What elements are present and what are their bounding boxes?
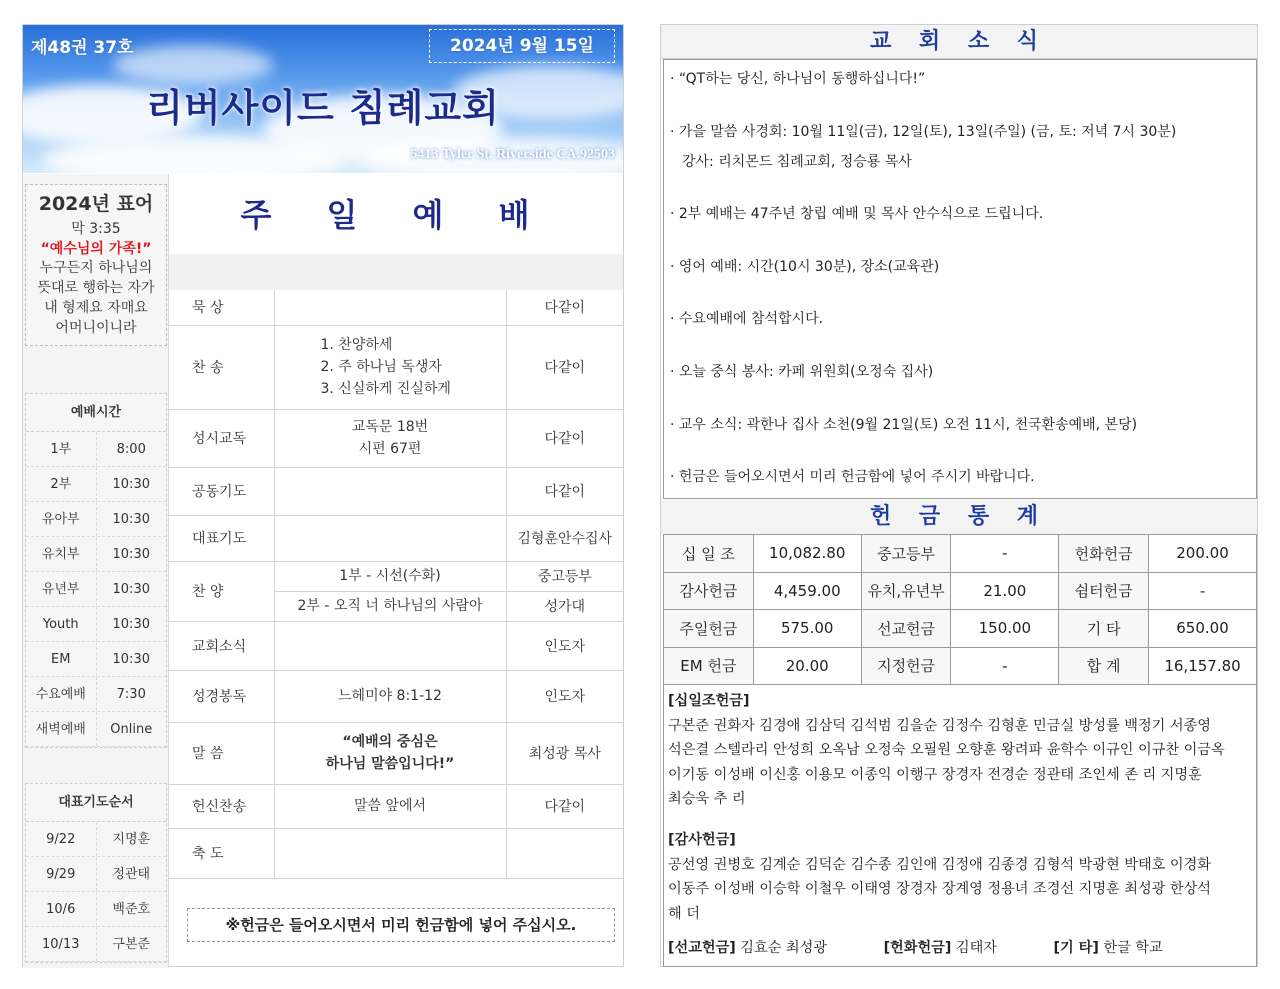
service-time: 10:30 [112, 582, 150, 597]
worship-time-row [26, 432, 166, 467]
news-text: · 가을 말씀 사경회: 10월 11일(금), 12일(토), 13일(주일) (금, 토: 저녁 7시 30분) [670, 123, 1177, 140]
worship-times-header: 예배시간 [26, 394, 166, 432]
service-name: 2부 [26, 467, 97, 501]
order-row [169, 467, 623, 515]
prayer-order-row [26, 927, 166, 962]
prayer-leader: 정관태 [112, 867, 151, 882]
order-leader: 다같이 [506, 409, 623, 467]
prayer-date: 9/22 [26, 822, 97, 856]
bulletin-date: 2024년 9월 15일 [429, 29, 615, 63]
worship-time-row [26, 572, 166, 607]
order-leader: 다같이 [506, 325, 623, 409]
offering-label: 주일헌금 [664, 610, 754, 648]
order-item: 말 씀 [169, 722, 274, 784]
news-item: · 영어 예배: 시간(10시 30분), 장소(교육관) [670, 258, 940, 275]
offering-row [664, 572, 1257, 610]
offering-amount: - [1149, 572, 1257, 610]
offering-amount: - [951, 535, 1059, 573]
offering-title: 헌 금 통 계 [661, 500, 1257, 534]
service-name: 유아부 [26, 502, 97, 536]
offering-label: 유치,유년부 [861, 572, 951, 610]
service-name: 유치부 [26, 537, 97, 571]
offering-amount: 200.00 [1149, 535, 1257, 573]
offering-amount: 10,082.80 [753, 535, 861, 573]
order-leader: 중고등부 [506, 561, 623, 591]
order-leader: 다같이 [506, 290, 623, 325]
service-time: 10:30 [112, 477, 150, 492]
order-row [169, 290, 623, 325]
order-row [169, 722, 623, 784]
donor-line: 석은결 스텔라리 안성희 오옥남 오정숙 오필원 오향훈 왕려파 윤학수 이규인 이규찬 이금옥 [668, 742, 1225, 759]
church-address: 5413 Tyler St. Riverside CA.92503 [410, 147, 615, 162]
order-leader: 김형훈안수집사 [506, 515, 623, 561]
order-row [169, 784, 623, 828]
order-content [274, 290, 506, 325]
service-title: 주 일 예 배 [240, 196, 552, 234]
prayer-date: 10/13 [26, 927, 97, 961]
offering-label: 기 타 [1059, 610, 1149, 648]
news-item: · “QT하는 당신, 하나님이 동행하십니다!” [670, 71, 926, 87]
order-leader: 성가대 [506, 591, 623, 621]
bulletin-front-page [22, 24, 624, 967]
news-item [670, 121, 1256, 173]
order-content: 2부 - 오직 너 하나님의 사람아 [274, 591, 506, 621]
tithe-header: [십일조헌금] [668, 693, 750, 709]
service-name: EM [26, 642, 97, 676]
order-content [274, 515, 506, 561]
offering-label: 지정헌금 [861, 647, 951, 685]
offering-notice: ※헌금은 들어오시면서 미리 헌금함에 넣어 주십시오. [187, 908, 615, 942]
offering-row [664, 535, 1257, 573]
worship-time-row [26, 712, 166, 747]
order-item: 성경봉독 [169, 670, 274, 722]
news-title: 교 회 소 식 [661, 25, 1257, 59]
offering-label: 감사헌금 [664, 572, 754, 610]
worship-time-row [26, 537, 166, 572]
news-item: · 교우 소식: 곽한나 집사 소천(9월 21일(토) 오전 11시, 천국환송예배, 본당) [670, 416, 1138, 433]
order-content [274, 722, 506, 784]
prayer-date: 9/29 [26, 857, 97, 891]
order-item: 축 도 [169, 828, 274, 878]
offering-label: 십 일 조 [664, 535, 754, 573]
offering-label: EM 헌금 [664, 647, 754, 685]
order-item: 교회소식 [169, 621, 274, 670]
service-name: 1부 [26, 432, 97, 466]
service-time: 10:30 [112, 512, 150, 527]
hymn-line: 2. 주 하나님 독생자 [320, 359, 442, 375]
donor-line: 이기동 이성배 이신홍 이용모 이종익 이행구 장경자 전경순 정관태 조인세 존 리 지명훈 [668, 766, 1202, 783]
bulletin-back-page [660, 24, 1258, 967]
church-name: 리버사이드 침례교회 [146, 86, 500, 130]
order-content: 느헤미야 8:1-12 [274, 670, 506, 722]
news-item: · 2부 예배는 47주년 창립 예배 및 목사 안수식으로 드립니다. [670, 206, 1044, 223]
service-name: Youth [26, 607, 97, 641]
worship-time-row [26, 467, 166, 502]
order-row [169, 515, 623, 561]
offering-amount: 650.00 [1149, 610, 1257, 648]
mission-header: [선교헌금] [668, 940, 736, 957]
order-item: 묵 상 [169, 290, 274, 325]
order-content [274, 467, 506, 515]
order-row [169, 670, 623, 722]
prayer-leader: 지명훈 [112, 832, 151, 847]
order-of-worship [169, 174, 623, 968]
order-content [274, 621, 506, 670]
service-time: 8:00 [116, 442, 146, 457]
prayer-leader: 백준호 [112, 902, 151, 917]
order-row [169, 561, 623, 591]
order-row [169, 325, 623, 409]
service-time: 7:30 [116, 687, 146, 702]
order-item: 성시교독 [169, 409, 274, 467]
offering-label: 헌화헌금 [1059, 535, 1149, 573]
order-leader [506, 828, 623, 878]
order-leader: 최성광 목사 [506, 722, 623, 784]
donor-line: 구본준 권화자 김경애 김삼덕 김석범 김을순 김정수 김형훈 민금실 방성률 백정기 서종영 [668, 717, 1211, 734]
donor-list [663, 684, 1257, 967]
motto-line: 누구든지 하나님의 [39, 260, 153, 276]
hymn-line: 1. 찬양하세 [320, 337, 393, 353]
left-sidebar [23, 174, 169, 968]
mission-offering [668, 940, 827, 956]
worship-time-row [26, 677, 166, 712]
worship-time-row [26, 502, 166, 537]
sky-banner [23, 25, 623, 173]
donor-line: 최승욱 추 리 [668, 791, 746, 808]
flower-offering [884, 940, 997, 956]
order-item: 공동기도 [169, 467, 274, 515]
order-item: 찬 송 [169, 325, 274, 409]
motto-line: 뜻대로 행하는 자가 [37, 280, 155, 296]
news-item: · 오늘 중식 봉사: 카페 위원회(오정숙 집사) [670, 363, 934, 380]
news-subtext: 강사: 리치몬드 침례교회, 정승룡 목사 [682, 153, 912, 170]
order-row [169, 828, 623, 878]
order-item: 찬 양 [169, 561, 274, 621]
prayer-order-table [25, 783, 167, 963]
service-time: Online [110, 722, 153, 737]
order-content [274, 828, 506, 878]
prayer-order-row [26, 857, 166, 892]
offering-label: 쉼터헌금 [1059, 572, 1149, 610]
order-content: 1부 - 시선(수화) [274, 561, 506, 591]
order-row [169, 621, 623, 670]
other-offerings [668, 936, 1252, 961]
offering-label: 중고등부 [861, 535, 951, 573]
volume-number: 제48권 37호 [31, 38, 134, 58]
prayer-order-row [26, 822, 166, 857]
worship-time-row [26, 642, 166, 677]
prayer-order-header: 대표기도순서 [26, 784, 166, 822]
prayer-order-row [26, 892, 166, 927]
motto-reference: 막 3:35 [71, 221, 121, 237]
order-row [169, 409, 623, 467]
prayer-leader: 구본준 [112, 937, 151, 952]
donor-line: 공선영 권병호 김계순 김덕순 김수종 김인애 김정애 김종경 김형석 박광현 박태호 이경화 [668, 856, 1211, 873]
flower-header: [헌화헌금] [883, 940, 952, 957]
order-leader: 다같이 [506, 467, 623, 515]
motto-title: 2024년 표어 [38, 193, 154, 215]
motto-line: 어머니이니라 [55, 320, 137, 336]
worship-time-row [26, 607, 166, 642]
thanks-header: [감사헌금] [668, 831, 736, 848]
offering-amount: 20.00 [753, 647, 861, 685]
service-name: 수요예배 [26, 677, 97, 711]
sermon-title-line: “예배의 중심은 [342, 734, 438, 750]
worship-times-table [25, 393, 167, 748]
order-content: 말씀 앞에서 [274, 784, 506, 828]
flower-names: 김태자 [951, 940, 998, 957]
sermon-title-line: 하나님 말씀입니다!” [325, 756, 455, 772]
etc-names: 한글 학교 [1098, 940, 1163, 957]
offering-label: 합 계 [1059, 647, 1149, 685]
reading-line: 시편 67편 [358, 441, 422, 457]
motto-line: 내 형제요 자매요 [44, 300, 148, 316]
order-leader: 인도자 [506, 670, 623, 722]
donor-line: 해 더 [668, 905, 700, 922]
service-time: 10:30 [112, 617, 150, 632]
order-leader: 인도자 [506, 621, 623, 670]
motto-highlight: “예수님의 가족!” [40, 241, 152, 257]
order-leader: 다같이 [506, 784, 623, 828]
offering-row [664, 610, 1257, 648]
offering-amount: - [951, 647, 1059, 685]
news-item: · 헌금은 들어오시면서 미리 헌금함에 넣어 주시기 바랍니다. [670, 469, 1035, 486]
service-name: 새벽예배 [26, 712, 97, 746]
order-item: 헌신찬송 [169, 784, 274, 828]
donor-line: 이동주 이성배 이승학 이철우 이태영 장경자 장계영 정용녀 조경선 지명훈 최성광 한상석 [668, 881, 1211, 898]
service-time: 10:30 [112, 652, 150, 667]
service-name: 유년부 [26, 572, 97, 606]
offering-row [664, 647, 1257, 685]
etc-header: [기 타] [1053, 940, 1099, 957]
mission-names: 김효순 최성광 [735, 940, 828, 957]
offering-amount: 16,157.80 [1149, 647, 1257, 685]
offering-table [663, 534, 1257, 685]
order-table [169, 290, 623, 879]
order-item: 대표기도 [169, 515, 274, 561]
divider-strip [169, 254, 623, 290]
reading-line: 교독문 18번 [351, 419, 429, 435]
order-content [274, 325, 506, 409]
hymn-line: 3. 신실하게 진실하게 [320, 381, 451, 397]
news-item: · 수요예배에 참석합시다. [670, 311, 824, 328]
yearly-motto [25, 184, 167, 346]
offering-amount: 4,459.00 [753, 572, 861, 610]
prayer-date: 10/6 [26, 892, 97, 926]
offering-amount: 21.00 [951, 572, 1059, 610]
service-time: 10:30 [112, 547, 150, 562]
offering-amount: 575.00 [753, 610, 861, 648]
order-content [274, 409, 506, 467]
offering-amount: 150.00 [951, 610, 1059, 648]
offering-label: 선교헌금 [861, 610, 951, 648]
etc-offering [1054, 940, 1163, 956]
church-news [663, 59, 1257, 499]
